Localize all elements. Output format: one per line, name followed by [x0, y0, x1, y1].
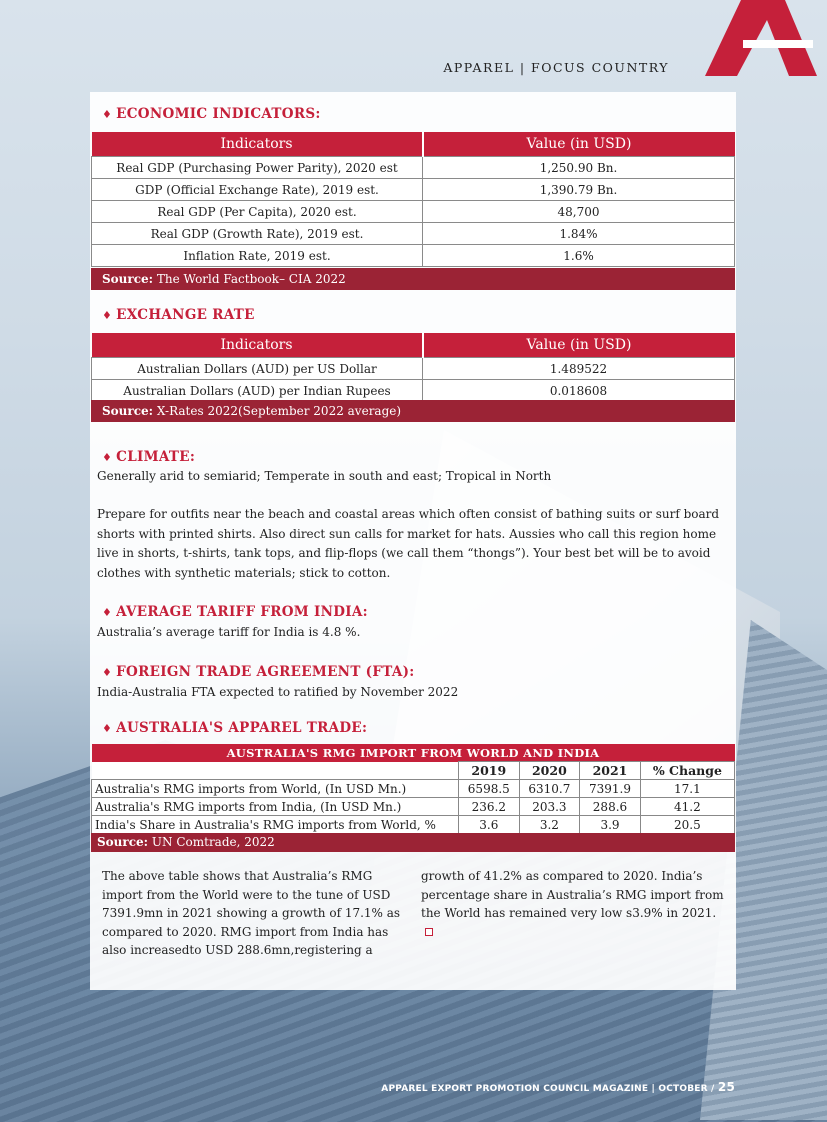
summary-left: The above table shows that Australia’s RMG import from the World were to the tune of USD 7391.9mn in 2021 showing a growth of 17.1% as compared to 2020. RMG import from India has also increasedto USD 288.6mn,registering a — [102, 869, 401, 957]
end-square-icon — [425, 928, 433, 936]
col-2019: 2019 — [459, 762, 520, 780]
diamond-icon: ♦ — [102, 606, 113, 619]
col-indicator: Indicators — [92, 132, 423, 157]
logo-a-icon — [677, 0, 827, 76]
section-label: APPAREL | FOCUS COUNTRY — [443, 60, 669, 75]
table-caption: AUSTRALIA'S RMG IMPORT FROM WORLD AND INDIA — [92, 744, 735, 762]
table-row: Real GDP (Per Capita), 2020 est. 48,700 — [92, 201, 735, 223]
fta-text: India-Australia FTA expected to ratified by November 2022 — [97, 685, 459, 699]
table-row: Australian Dollars (AUD) per Indian Rupees 0.018608 — [92, 380, 735, 402]
economic-table — [91, 132, 735, 267]
summary-right: growth of 41.2% as compared to 2020. India’s percentage share in Australia’s RMG import from the World has remained very low s3.9% in 2021. — [421, 867, 725, 941]
climate-line: Generally arid to semiarid; Temperate in south and east; Tropical in North — [97, 469, 552, 483]
climate-paragraph: Prepare for outfits near the beach and coastal areas which often consist of bathing suits or surf board shorts with printed shirts. Also direct sun calls for market for hats. Aussies who call this region home live in shorts, t-shirts, tank tops, and flip-flops (we call them “thongs”). Your best bet will be to avoid clothes with synthetic materials; stick to cotton. — [97, 507, 720, 580]
apparel-source: Source: UN Comtrade, 2022 — [91, 833, 735, 852]
apparel-table — [91, 744, 735, 834]
tariff-title: ♦ AVERAGE TARIFF FROM INDIA: — [102, 604, 368, 620]
page-footer: APPAREL EXPORT PROMOTION COUNCIL MAGAZINE | OCTOBER / 25 — [381, 1080, 735, 1094]
climate-title: ♦ CLIMATE: — [102, 449, 196, 465]
col-change: % Change — [640, 762, 734, 780]
table-row: Real GDP (Purchasing Power Parity), 2020 est 1,250.90 Bn. — [92, 157, 735, 179]
economic-title: ♦ ECONOMIC INDICATORS: — [102, 106, 321, 122]
economic-source: Source: The World Factbook– CIA 2022 — [91, 268, 735, 290]
col-value: Value (in USD) — [423, 333, 735, 358]
table-row: Real GDP (Growth Rate), 2019 est. 1.84% — [92, 223, 735, 245]
table-row: Australia's RMG imports from India, (In USD Mn.) 236.2 203.3 288.6 41.2 — [92, 798, 735, 816]
diamond-icon: ♦ — [102, 451, 113, 464]
col-2021: 2021 — [580, 762, 641, 780]
fta-title: ♦ FOREIGN TRADE AGREEMENT (FTA): — [102, 664, 415, 680]
diamond-icon: ♦ — [102, 309, 113, 322]
diamond-icon: ♦ — [102, 722, 113, 735]
page-number: 25 — [717, 1080, 735, 1094]
col-value: Value (in USD) — [423, 132, 735, 157]
exchange-table — [91, 333, 735, 402]
exchange-source: Source: X-Rates 2022(September 2022 average) — [91, 400, 735, 422]
col-2020: 2020 — [519, 762, 580, 780]
diamond-icon: ♦ — [102, 666, 113, 679]
table-row: India's Share in Australia's RMG imports from World, % 3.6 3.2 3.9 20.5 — [92, 816, 735, 834]
diamond-icon: ♦ — [102, 108, 113, 121]
table-row: Inflation Rate, 2019 est. 1.6% — [92, 245, 735, 267]
table-row: GDP (Official Exchange Rate), 2019 est. 1,390.79 Bn. — [92, 179, 735, 201]
apparel-title: ♦ AUSTRALIA'S APPAREL TRADE: — [102, 720, 368, 736]
tariff-text: Australia’s average tariff for India is 4.8 %. — [97, 625, 361, 639]
col-indicator: Indicators — [92, 333, 423, 358]
exchange-title: ♦ EXCHANGE RATE — [102, 307, 255, 323]
table-row: Australia's RMG imports from World, (In USD Mn.) 6598.5 6310.7 7391.9 17.1 — [92, 780, 735, 798]
table-row: Australian Dollars (AUD) per US Dollar 1.489522 — [92, 358, 735, 380]
